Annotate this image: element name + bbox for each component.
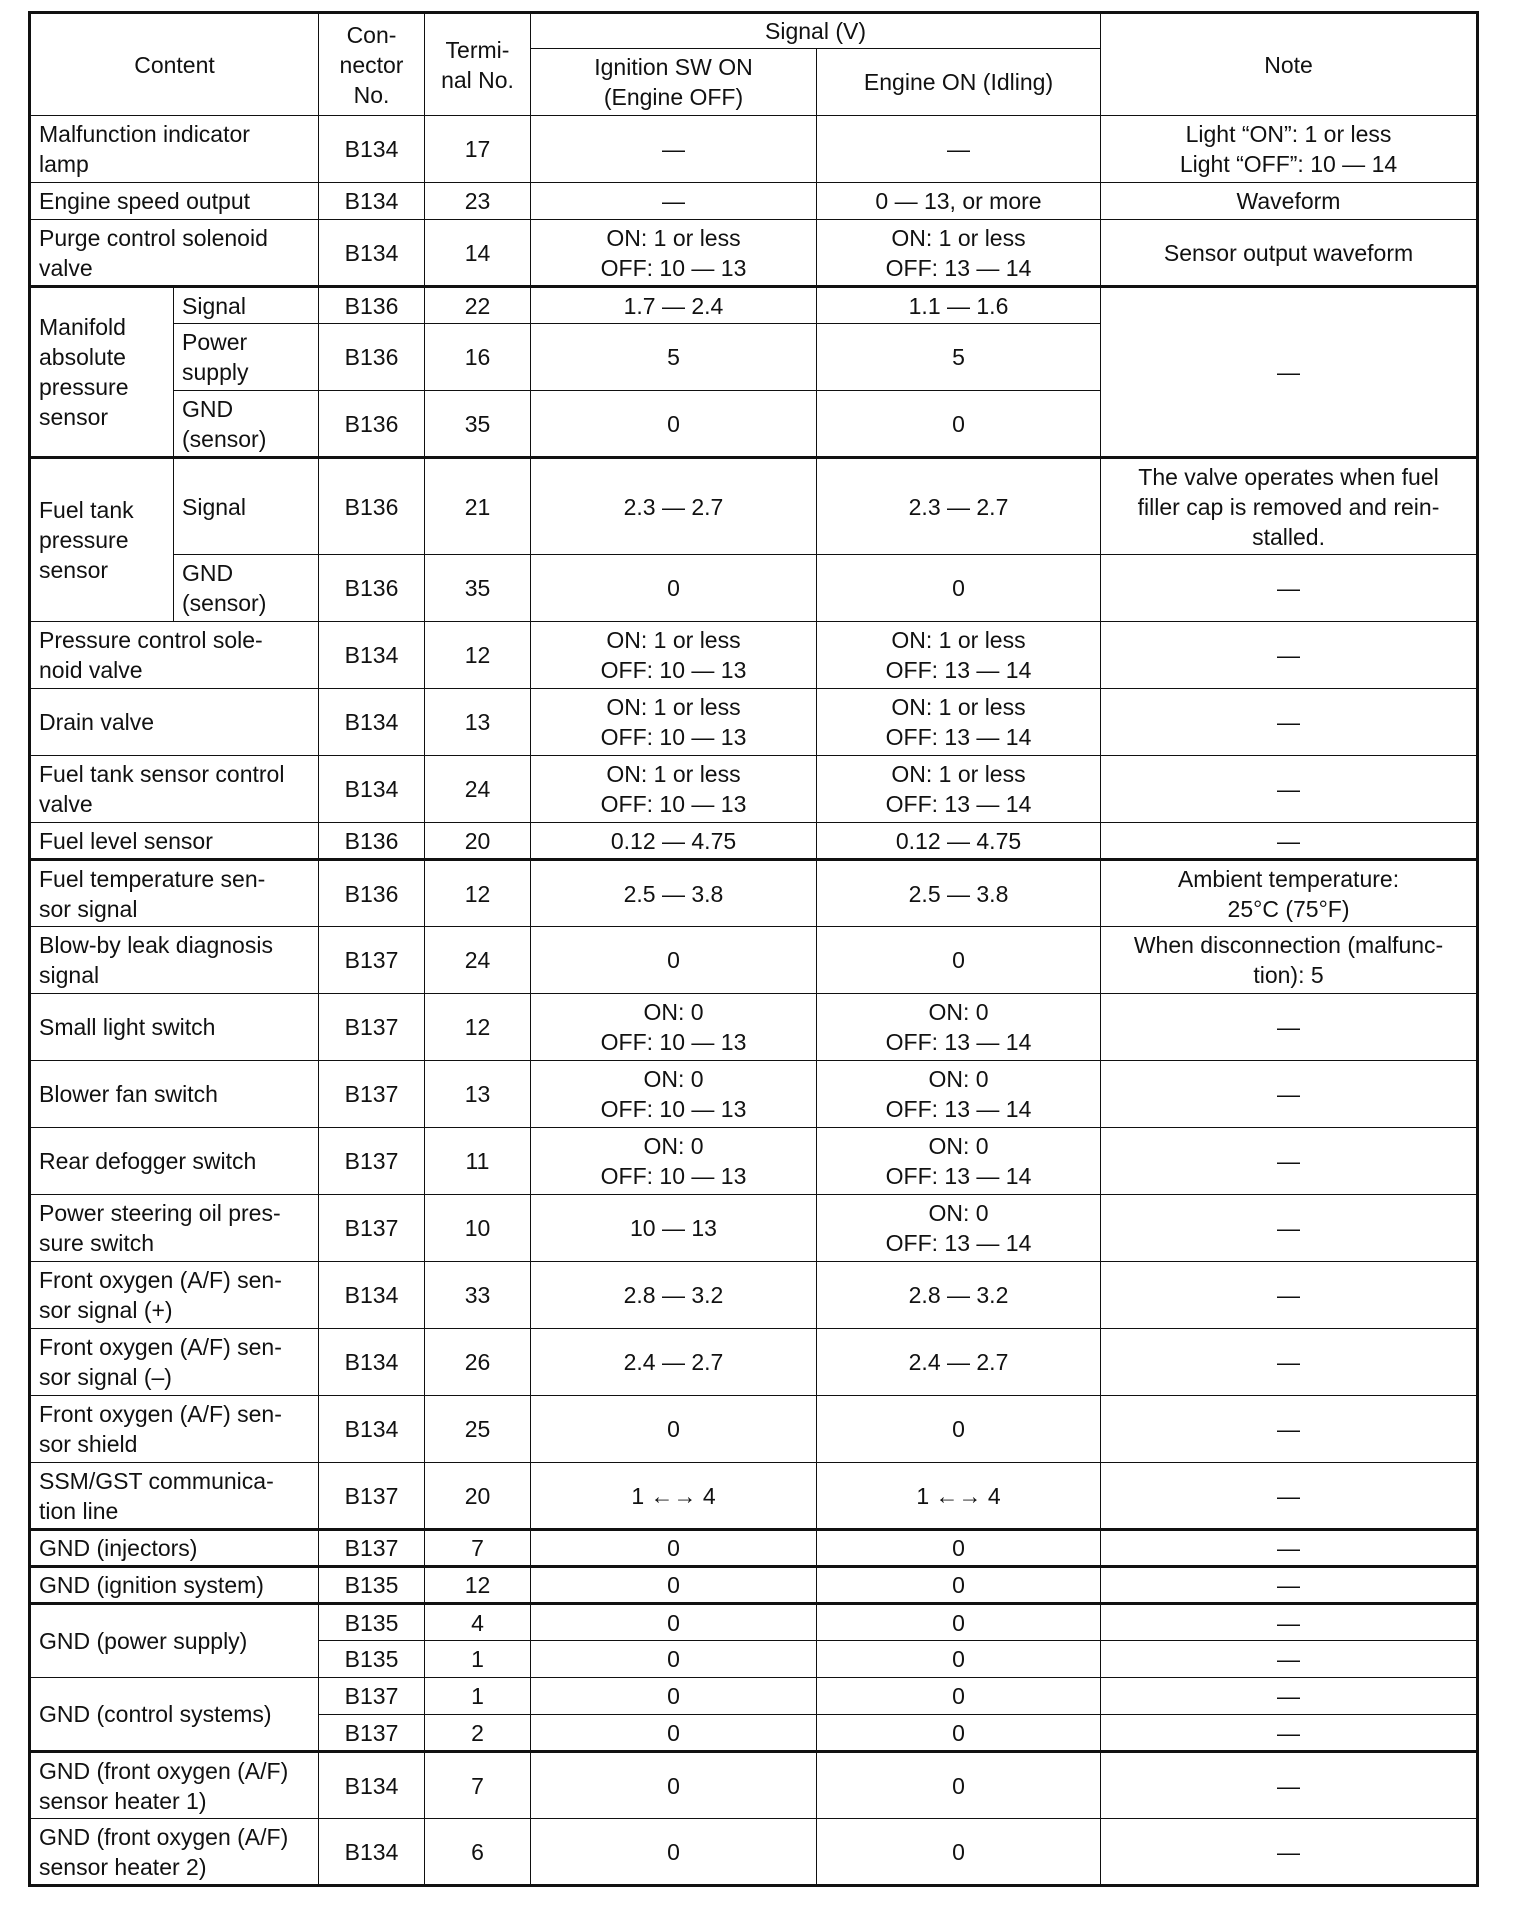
cell-terminal: 23 [425, 183, 531, 220]
cell-note: — [1101, 823, 1478, 860]
cell-engine-on: 2.5 — 3.8 [817, 860, 1101, 927]
cell-engine-on: — [817, 116, 1101, 183]
cell-note: — [1101, 1061, 1478, 1128]
cell-note: — [1101, 1262, 1478, 1329]
cell-content: Fuel temperature sen- sor signal [30, 860, 319, 927]
cell-content: Small light switch [30, 994, 319, 1061]
cell-note: — [1101, 1463, 1478, 1530]
cell-connector: B134 [319, 756, 425, 823]
cell-sub-item: GND (sensor) [174, 391, 319, 458]
cell-ignition-on: 2.3 — 2.7 [531, 458, 817, 555]
cell-terminal: 12 [425, 994, 531, 1061]
cell-content: Fuel tank sensor control valve [30, 756, 319, 823]
cell-terminal: 13 [425, 1061, 531, 1128]
cell-engine-on: 0.12 — 4.75 [817, 823, 1101, 860]
cell-ignition-on: 0 [531, 391, 817, 458]
table-row [30, 183, 1478, 220]
cell-note: — [1101, 1530, 1478, 1567]
cell-connector: B136 [319, 458, 425, 555]
cell-connector: B134 [319, 622, 425, 689]
cell-engine-on: 0 [817, 1396, 1101, 1463]
cell-engine-on: 0 [817, 1604, 1101, 1641]
cell-terminal: 4 [425, 1604, 531, 1641]
cell-connector: B137 [319, 927, 425, 994]
cell-terminal: 12 [425, 1567, 531, 1604]
cell-terminal: 13 [425, 689, 531, 756]
cell-connector: B134 [319, 1262, 425, 1329]
cell-connector: B137 [319, 994, 425, 1061]
cell-connector: B136 [319, 391, 425, 458]
cell-connector: B137 [319, 1715, 425, 1752]
cell-engine-on: 0 [817, 555, 1101, 622]
table-row [30, 860, 1478, 927]
cell-ignition-on: 10 — 13 [531, 1195, 817, 1262]
cell-terminal: 12 [425, 860, 531, 927]
cell-ignition-on: ON: 0 OFF: 10 — 13 [531, 1061, 817, 1128]
header-engine-on: Engine ON (Idling) [817, 49, 1101, 116]
cell-terminal: 35 [425, 391, 531, 458]
cell-engine-on: 2.3 — 2.7 [817, 458, 1101, 555]
cell-terminal: 20 [425, 1463, 531, 1530]
cell-ignition-on: 0 [531, 1715, 817, 1752]
cell-content: Front oxygen (A/F) sen- sor shield [30, 1396, 319, 1463]
cell-connector: B134 [319, 1819, 425, 1886]
cell-terminal: 10 [425, 1195, 531, 1262]
cell-terminal: 11 [425, 1128, 531, 1195]
cell-connector: B137 [319, 1061, 425, 1128]
header-content: Content [30, 13, 319, 116]
cell-content: Rear defogger switch [30, 1128, 319, 1195]
cell-note: — [1101, 756, 1478, 823]
cell-connector: B134 [319, 220, 425, 287]
cell-content: GND (injectors) [30, 1530, 319, 1567]
table-row [30, 994, 1478, 1061]
cell-content: GND (power supply) [30, 1604, 319, 1678]
table-row [30, 622, 1478, 689]
cell-engine-on: ON: 1 or less OFF: 13 — 14 [817, 220, 1101, 287]
cell-engine-on: 0 [817, 1715, 1101, 1752]
cell-connector: B137 [319, 1195, 425, 1262]
cell-note: — [1101, 994, 1478, 1061]
cell-ignition-on: 2.4 — 2.7 [531, 1329, 817, 1396]
cell-ignition-on: ON: 1 or less OFF: 10 — 13 [531, 622, 817, 689]
cell-note: Ambient temperature: 25°C (75°F) [1101, 860, 1478, 927]
cell-ignition-on: 0 [531, 1530, 817, 1567]
cell-content: GND (control systems) [30, 1678, 319, 1752]
cell-ignition-on: 0 [531, 1567, 817, 1604]
table-row [30, 1061, 1478, 1128]
cell-ignition-on: 1.7 — 2.4 [531, 287, 817, 324]
cell-note: — [1101, 1678, 1478, 1715]
cell-note: — [1101, 1752, 1478, 1819]
cell-ignition-on: ON: 0 OFF: 10 — 13 [531, 1128, 817, 1195]
header-terminal: Termi- nal No. [425, 13, 531, 116]
cell-note: — [1101, 1819, 1478, 1886]
cell-engine-on: 0 [817, 1752, 1101, 1819]
cell-content: Power steering oil pres- sure switch [30, 1195, 319, 1262]
cell-note: — [1101, 1567, 1478, 1604]
cell-note: — [1101, 1329, 1478, 1396]
table-row [30, 1195, 1478, 1262]
cell-note: — [1101, 287, 1478, 458]
cell-terminal: 35 [425, 555, 531, 622]
cell-terminal: 1 [425, 1641, 531, 1678]
cell-engine-on: 0 [817, 1819, 1101, 1886]
signal-table-sheet [28, 11, 1476, 1887]
cell-engine-on: 2.4 — 2.7 [817, 1329, 1101, 1396]
cell-note: — [1101, 1128, 1478, 1195]
cell-connector: B135 [319, 1567, 425, 1604]
cell-engine-on: 0 — 13, or more [817, 183, 1101, 220]
cell-content: Malfunction indicator lamp [30, 116, 319, 183]
table-row [30, 823, 1478, 860]
cell-connector: B136 [319, 555, 425, 622]
cell-note: — [1101, 1396, 1478, 1463]
header-signal: Signal (V) [531, 13, 1101, 49]
cell-ignition-on: 0 [531, 1678, 817, 1715]
cell-connector: B134 [319, 1329, 425, 1396]
cell-ignition-on: 0 [531, 927, 817, 994]
cell-content: Engine speed output [30, 183, 319, 220]
cell-connector: B135 [319, 1641, 425, 1678]
table-row [30, 116, 1478, 183]
cell-note: — [1101, 1195, 1478, 1262]
cell-ignition-on: — [531, 116, 817, 183]
cell-content: Blow-by leak diagnosis signal [30, 927, 319, 994]
cell-ignition-on: 0 [531, 1752, 817, 1819]
cell-content: Manifold absolute pressure sensor [30, 287, 174, 458]
table-row [30, 1396, 1478, 1463]
table-row [30, 1819, 1478, 1886]
cell-content: GND (front oxygen (A/F) sensor heater 2) [30, 1819, 319, 1886]
cell-content: Pressure control sole- noid valve [30, 622, 319, 689]
table-row [30, 1752, 1478, 1819]
header-connector: Con- nector No. [319, 13, 425, 116]
cell-connector: B136 [319, 287, 425, 324]
table-row [30, 1128, 1478, 1195]
cell-engine-on: 0 [817, 927, 1101, 994]
cell-note: Sensor output waveform [1101, 220, 1478, 287]
table-row [30, 1678, 1478, 1715]
cell-connector: B137 [319, 1678, 425, 1715]
table-row [30, 1463, 1478, 1530]
cell-terminal: 21 [425, 458, 531, 555]
cell-terminal: 24 [425, 927, 531, 994]
cell-engine-on: ON: 0 OFF: 13 — 14 [817, 994, 1101, 1061]
cell-terminal: 12 [425, 622, 531, 689]
cell-connector: B134 [319, 183, 425, 220]
cell-ignition-on: 2.5 — 3.8 [531, 860, 817, 927]
cell-engine-on: ON: 1 or less OFF: 13 — 14 [817, 756, 1101, 823]
cell-note: Light “ON”: 1 or less Light “OFF”: 10 — 14 [1101, 116, 1478, 183]
table-row [30, 1530, 1478, 1567]
cell-connector: B136 [319, 860, 425, 927]
cell-terminal: 25 [425, 1396, 531, 1463]
cell-sub-item: Signal [174, 287, 319, 324]
table-row [30, 1329, 1478, 1396]
cell-ignition-on: 0 [531, 1641, 817, 1678]
table-row [30, 1262, 1478, 1329]
cell-note: — [1101, 622, 1478, 689]
cell-content: Fuel tank pressure sensor [30, 458, 174, 622]
cell-connector: B134 [319, 1752, 425, 1819]
cell-note: — [1101, 1715, 1478, 1752]
cell-ignition-on: 5 [531, 324, 817, 391]
cell-content: Purge control solenoid valve [30, 220, 319, 287]
table-row [30, 458, 1478, 555]
table-row [30, 220, 1478, 287]
table-row [30, 1604, 1478, 1641]
cell-engine-on: 1 ←→ 4 [817, 1463, 1101, 1530]
cell-terminal: 22 [425, 287, 531, 324]
cell-note: Waveform [1101, 183, 1478, 220]
cell-ignition-on: ON: 1 or less OFF: 10 — 13 [531, 689, 817, 756]
ecm-signal-table [28, 11, 1479, 1887]
cell-note: — [1101, 1641, 1478, 1678]
cell-connector: B137 [319, 1530, 425, 1567]
cell-engine-on: 0 [817, 1530, 1101, 1567]
cell-sub-item: Signal [174, 458, 319, 555]
cell-terminal: 7 [425, 1530, 531, 1567]
cell-engine-on: 5 [817, 324, 1101, 391]
table-row [30, 927, 1478, 994]
cell-ignition-on: ON: 0 OFF: 10 — 13 [531, 994, 817, 1061]
cell-engine-on: 0 [817, 1641, 1101, 1678]
cell-engine-on: 0 [817, 1678, 1101, 1715]
cell-connector: B134 [319, 1396, 425, 1463]
cell-terminal: 16 [425, 324, 531, 391]
cell-note: — [1101, 555, 1478, 622]
cell-engine-on: 0 [817, 391, 1101, 458]
cell-engine-on: ON: 1 or less OFF: 13 — 14 [817, 689, 1101, 756]
cell-ignition-on: 2.8 — 3.2 [531, 1262, 817, 1329]
cell-terminal: 33 [425, 1262, 531, 1329]
cell-note: The valve operates when fuel filler cap is removed and rein- stalled. [1101, 458, 1478, 555]
cell-connector: B134 [319, 116, 425, 183]
cell-note: — [1101, 1604, 1478, 1641]
cell-content: Front oxygen (A/F) sen- sor signal (+) [30, 1262, 319, 1329]
cell-note: — [1101, 689, 1478, 756]
cell-terminal: 20 [425, 823, 531, 860]
cell-ignition-on: ON: 1 or less OFF: 10 — 13 [531, 756, 817, 823]
cell-note: When disconnection (malfunc- tion): 5 [1101, 927, 1478, 994]
cell-ignition-on: 0 [531, 1604, 817, 1641]
cell-connector: B137 [319, 1128, 425, 1195]
cell-terminal: 2 [425, 1715, 531, 1752]
cell-engine-on: 2.8 — 3.2 [817, 1262, 1101, 1329]
cell-content: Fuel level sensor [30, 823, 319, 860]
cell-ignition-on: 1 ←→ 4 [531, 1463, 817, 1530]
cell-connector: B135 [319, 1604, 425, 1641]
cell-engine-on: ON: 0 OFF: 13 — 14 [817, 1128, 1101, 1195]
cell-ignition-on: 0 [531, 1819, 817, 1886]
cell-ignition-on: 0 [531, 555, 817, 622]
cell-terminal: 14 [425, 220, 531, 287]
table-row [30, 287, 1478, 324]
cell-engine-on: 0 [817, 1567, 1101, 1604]
cell-engine-on: ON: 1 or less OFF: 13 — 14 [817, 622, 1101, 689]
cell-sub-item: GND (sensor) [174, 555, 319, 622]
cell-ignition-on: — [531, 183, 817, 220]
table-row [30, 555, 1478, 622]
cell-engine-on: ON: 0 OFF: 13 — 14 [817, 1061, 1101, 1128]
table-row [30, 1567, 1478, 1604]
header-ignition-on: Ignition SW ON (Engine OFF) [531, 49, 817, 116]
cell-content: GND (front oxygen (A/F) sensor heater 1) [30, 1752, 319, 1819]
cell-ignition-on: ON: 1 or less OFF: 10 — 13 [531, 220, 817, 287]
cell-terminal: 6 [425, 1819, 531, 1886]
cell-content: Blower fan switch [30, 1061, 319, 1128]
cell-ignition-on: 0.12 — 4.75 [531, 823, 817, 860]
cell-terminal: 7 [425, 1752, 531, 1819]
cell-connector: B136 [319, 823, 425, 860]
cell-engine-on: ON: 0 OFF: 13 — 14 [817, 1195, 1101, 1262]
cell-connector: B137 [319, 1463, 425, 1530]
table-row [30, 689, 1478, 756]
cell-terminal: 24 [425, 756, 531, 823]
cell-engine-on: 1.1 — 1.6 [817, 287, 1101, 324]
cell-content: Drain valve [30, 689, 319, 756]
cell-content: GND (ignition system) [30, 1567, 319, 1604]
cell-content: SSM/GST communica- tion line [30, 1463, 319, 1530]
cell-content: Front oxygen (A/F) sen- sor signal (–) [30, 1329, 319, 1396]
cell-sub-item: Power supply [174, 324, 319, 391]
header-note: Note [1101, 13, 1478, 116]
cell-terminal: 17 [425, 116, 531, 183]
cell-terminal: 1 [425, 1678, 531, 1715]
table-row [30, 756, 1478, 823]
cell-connector: B134 [319, 689, 425, 756]
cell-ignition-on: 0 [531, 1396, 817, 1463]
cell-connector: B136 [319, 324, 425, 391]
cell-terminal: 26 [425, 1329, 531, 1396]
